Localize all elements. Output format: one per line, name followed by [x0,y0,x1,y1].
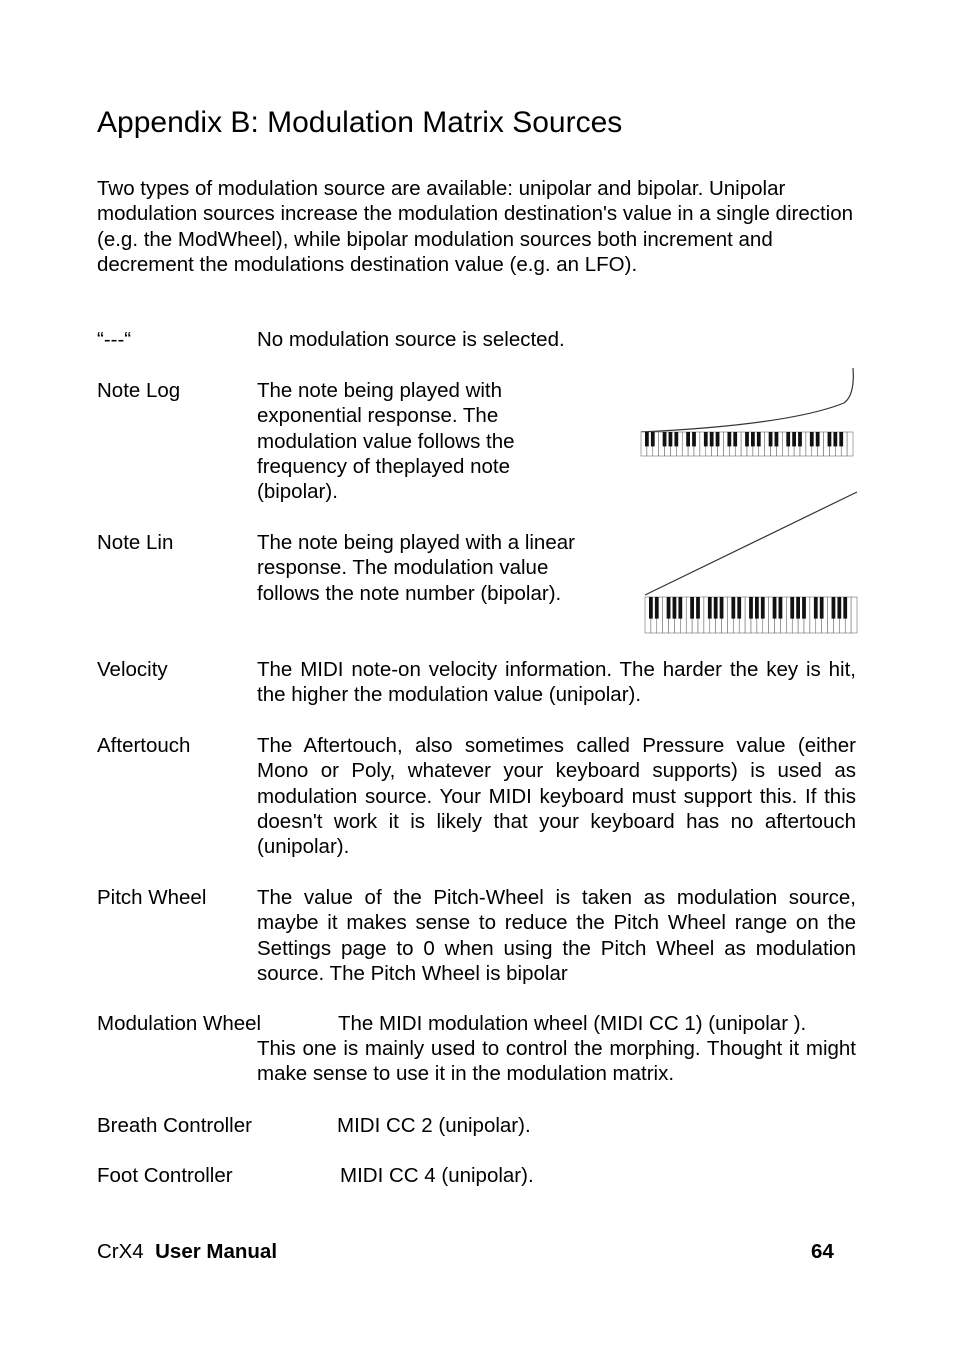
black-key [798,432,802,446]
black-key [755,597,759,619]
desc-note-log-line: frequency of theplayed note [257,454,511,478]
footer-product: CrX4 [97,1240,144,1263]
black-key [792,432,796,446]
desc-aftertouch: The Aftertouch, also sometimes called Pressure value (either Mono or Poly, whatever your keyboard supports) is used as modulation source. Your MIDI keyboard must support this. If this doesn't work it is likely that your keyboard has no aftertouch (unipolar). [257,734,856,859]
black-key [810,432,814,446]
white-key [847,432,853,456]
black-key [673,597,677,619]
linear-line [645,492,857,595]
black-key [820,597,824,619]
black-key [790,597,794,619]
desc-note-lin-line: The note being played with a linear [257,531,575,554]
term-breath-controller: Breath Controller [97,1114,252,1137]
term-aftertouch: Aftertouch [97,734,191,757]
black-key [651,432,655,446]
black-key [733,432,737,446]
black-key [645,432,649,446]
black-key [692,432,696,446]
desc-modulation-wheel-first-line: The MIDI modulation wheel (MIDI CC 1) (unipolar ). [338,1012,807,1035]
black-key [737,597,741,619]
desc-note-lin [257,530,575,606]
black-key [704,432,708,446]
footer-manual: User Manual [155,1240,278,1263]
black-key [837,597,841,619]
black-key [663,432,667,446]
black-key [749,597,753,619]
black-key [786,432,790,446]
black-key [814,597,818,619]
desc-note-log-line: exponential response. The [257,404,499,428]
intro-paragraph: Two types of modulation source are available: unipolar and bipolar. Unipolar modulation sources increase the modulation destination's value in a single direction (e.g. the ModWheel), while bipolar modulation sources both increment and decrement the modulations destination value (e.g. an LFO). [97,177,854,276]
desc-none: No modulation source is selected. [257,328,565,351]
footer-page-number: 64 [811,1240,834,1263]
term-velocity: Velocity [97,658,168,681]
desc-note-log-line: modulation value follows the [257,429,515,453]
white-key [851,597,857,633]
term-foot-controller: Foot Controller [97,1164,233,1187]
black-key [708,597,712,619]
keyboard-note-log [641,432,853,456]
exponential-curve [641,368,853,432]
black-key [832,597,836,619]
footer-title [97,1240,277,1264]
term-none: “---“ [97,328,132,351]
black-key [714,597,718,619]
black-key [816,432,820,446]
page-title: Appendix B: Modulation Matrix Sources [97,106,623,139]
black-key [710,432,714,446]
figure-note-lin-svg [642,488,860,638]
term-note-log: Note Log [97,379,181,402]
black-key [678,597,682,619]
black-key [667,597,671,619]
desc-note-log-line: (bipolar). [257,480,338,504]
black-key [802,597,806,619]
black-key [833,432,837,446]
black-key [696,597,700,619]
black-key [649,597,653,619]
black-key [773,597,777,619]
black-key [731,597,735,619]
desc-pitch-wheel: The value of the Pitch-Wheel is taken as modulation source, maybe it makes sense to reduce the Pitch Wheel range on the Settings page to 0 when using the Pitch Wheel as modulation source. The Pitch Wheel is bipolar [257,886,856,985]
black-key [779,597,783,619]
keyboard-linear-line-icon [642,488,860,643]
desc-foot-controller: MIDI CC 4 (unipolar). [340,1164,534,1187]
black-key [761,597,765,619]
black-key [690,597,694,619]
desc-velocity: The MIDI note-on velocity information. The harder the key is hit, the higher the modulation value (unipolar). [257,658,856,707]
term-note-lin: Note Lin [97,531,174,554]
black-key [796,597,800,619]
black-key [769,432,773,446]
desc-breath-controller: MIDI CC 2 (unipolar). [337,1114,531,1137]
figure-note-log-svg [639,365,857,460]
black-key [686,432,690,446]
desc-note-log [257,378,515,504]
black-key [775,432,779,446]
black-key [716,432,720,446]
keyboard-note-lin [645,597,857,633]
desc-note-lin-line: response. The modulation value [257,556,549,580]
black-key [720,597,724,619]
keyboard-exponential-curve-icon [639,365,857,465]
black-key [828,432,832,446]
black-key [745,432,749,446]
black-key [655,597,659,619]
black-key [757,432,761,446]
black-key [843,597,847,619]
term-pitch-wheel: Pitch Wheel [97,886,207,909]
term-modulation-wheel: Modulation Wheel [97,1012,262,1035]
desc-note-log-line: The note being played with [257,379,503,402]
desc-modulation-wheel: This one is mainly used to control the morphing. Thought it might make sense to use it in the modulation matrix. [257,1037,856,1086]
black-key [839,432,843,446]
black-key [669,432,673,446]
black-key [727,432,731,446]
black-key [751,432,755,446]
desc-note-lin-line: follows the note number (bipolar). [257,581,562,605]
black-key [674,432,678,446]
